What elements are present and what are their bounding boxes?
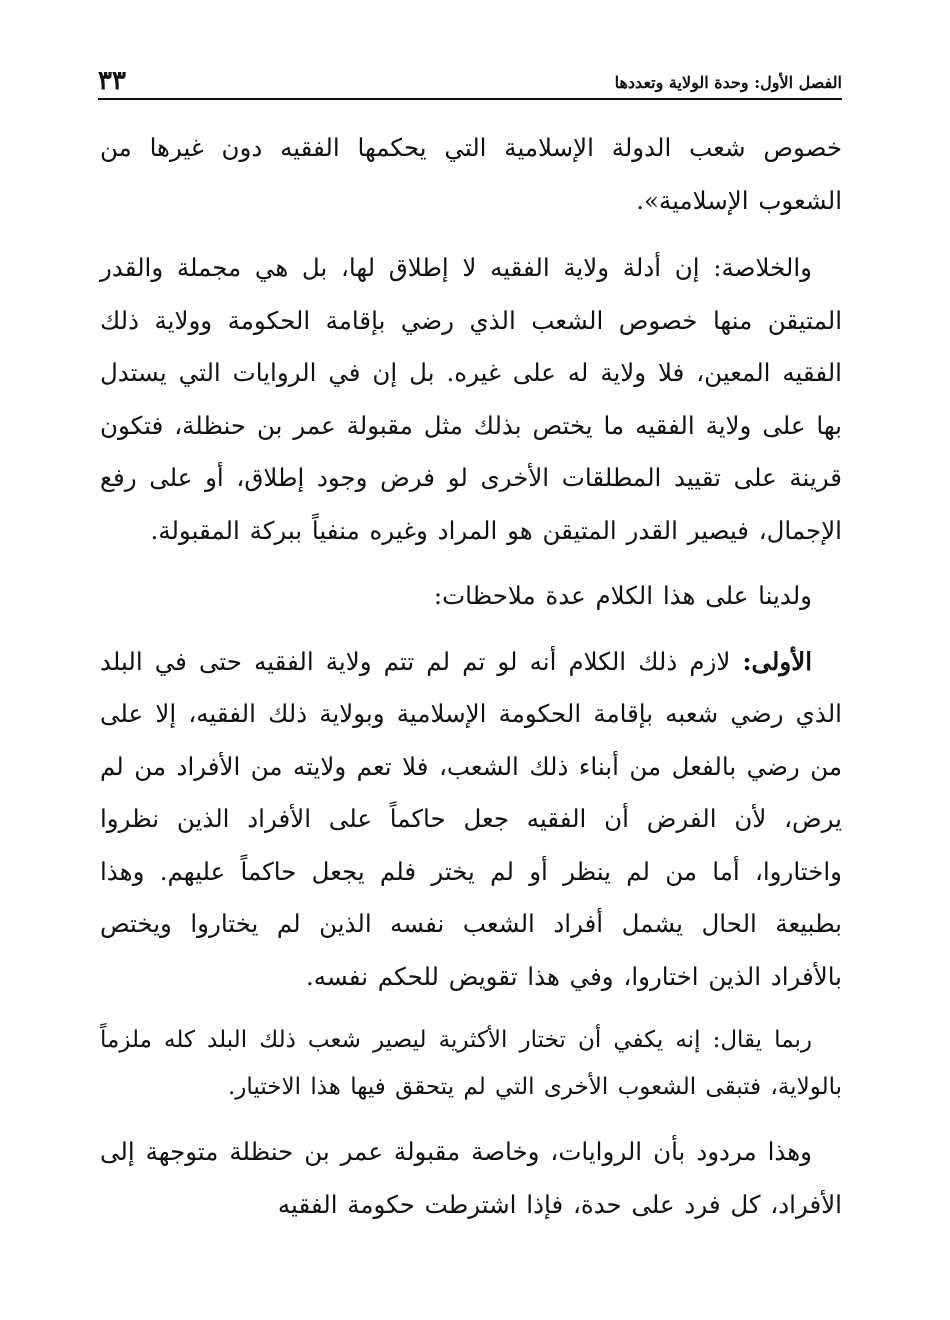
page-body <box>100 122 842 1280</box>
paragraph-summary: والخلاصة: إن أدلة ولاية الفقيه لا إطلاق لها، بل هي مجملة والقدر المتيقن منها خصوص الشعب الذي رضي بإقامة الحكومة وولاية ذلك الفقيه المعين، فلا ولاية له على غيره. بل إن في الروايات التي يستدل بها على ولاية الفقيه ما يختص بذلك مثل مقبولة عمر بن حنظلة، فتكون قرينة على تقييد المطلقات الأخرى لو فرض وجود إطلاق، أو على رفع الإجمال، فيصير القدر المتيقن هو المراد وغيره منفياً ببركة المقبولة. <box>100 253 842 545</box>
paragraph-first-remark <box>100 636 842 1004</box>
first-remark-label: الأولى: <box>742 646 813 676</box>
paragraph-remarks-intro: ولدينا على هذا الكلام عدة ملاحظات: <box>433 581 812 610</box>
paragraph-objection: ربما يقال: إنه يكفي أن تختار الأكثرية ليصير شعب ذلك البلد كله ملزماً بالولاية، فتبقى الشعوب الأخرى التي لم يتحقق فيها هذا الاختيار. <box>100 1027 842 1100</box>
paragraph-reply: وهذا مردود بأن الروايات، وخاصة مقبولة عمر بن حنظلة متوجهة إلى الأفراد، كل فرد على حدة، فإذا اشترطت حكومة الفقيه <box>100 1137 842 1219</box>
chapter-title: الفصل الأول: وحدة الولاية وتعددها <box>614 73 842 92</box>
running-header <box>98 62 842 100</box>
paragraph-1: خصوص شعب الدولة الإسلامية التي يحكمها الفقيه دون غيرها من الشعوب الإسلامية». <box>100 133 842 215</box>
page-number: ٣٣ <box>98 66 126 96</box>
first-remark-text: لازم ذلك الكلام أنه لو تم لم تتم ولاية الفقيه حتى في البلد الذي رضي شعبه بإقامة الحكومة الإسلامية وبولاية ذلك الفقيه، إلا على من رضي بالفعل من أبناء ذلك الشعب، فلا تعم ولايته من الأفراد من لم يرض، لأن الفرض أن الفقيه جعل حاكماً على الأفراد الذين نظروا واختاروا، أما من لم ينظر أو لم يختر فلم يجعل حاكماً عليهم. وهذا بطبيعة الحال يشمل أفراد الشعب نفسه الذين لم يختاروا ويختص بالأفراد الذين اختاروا، وفي هذا تقويض للحكم نفسه. <box>100 646 842 991</box>
